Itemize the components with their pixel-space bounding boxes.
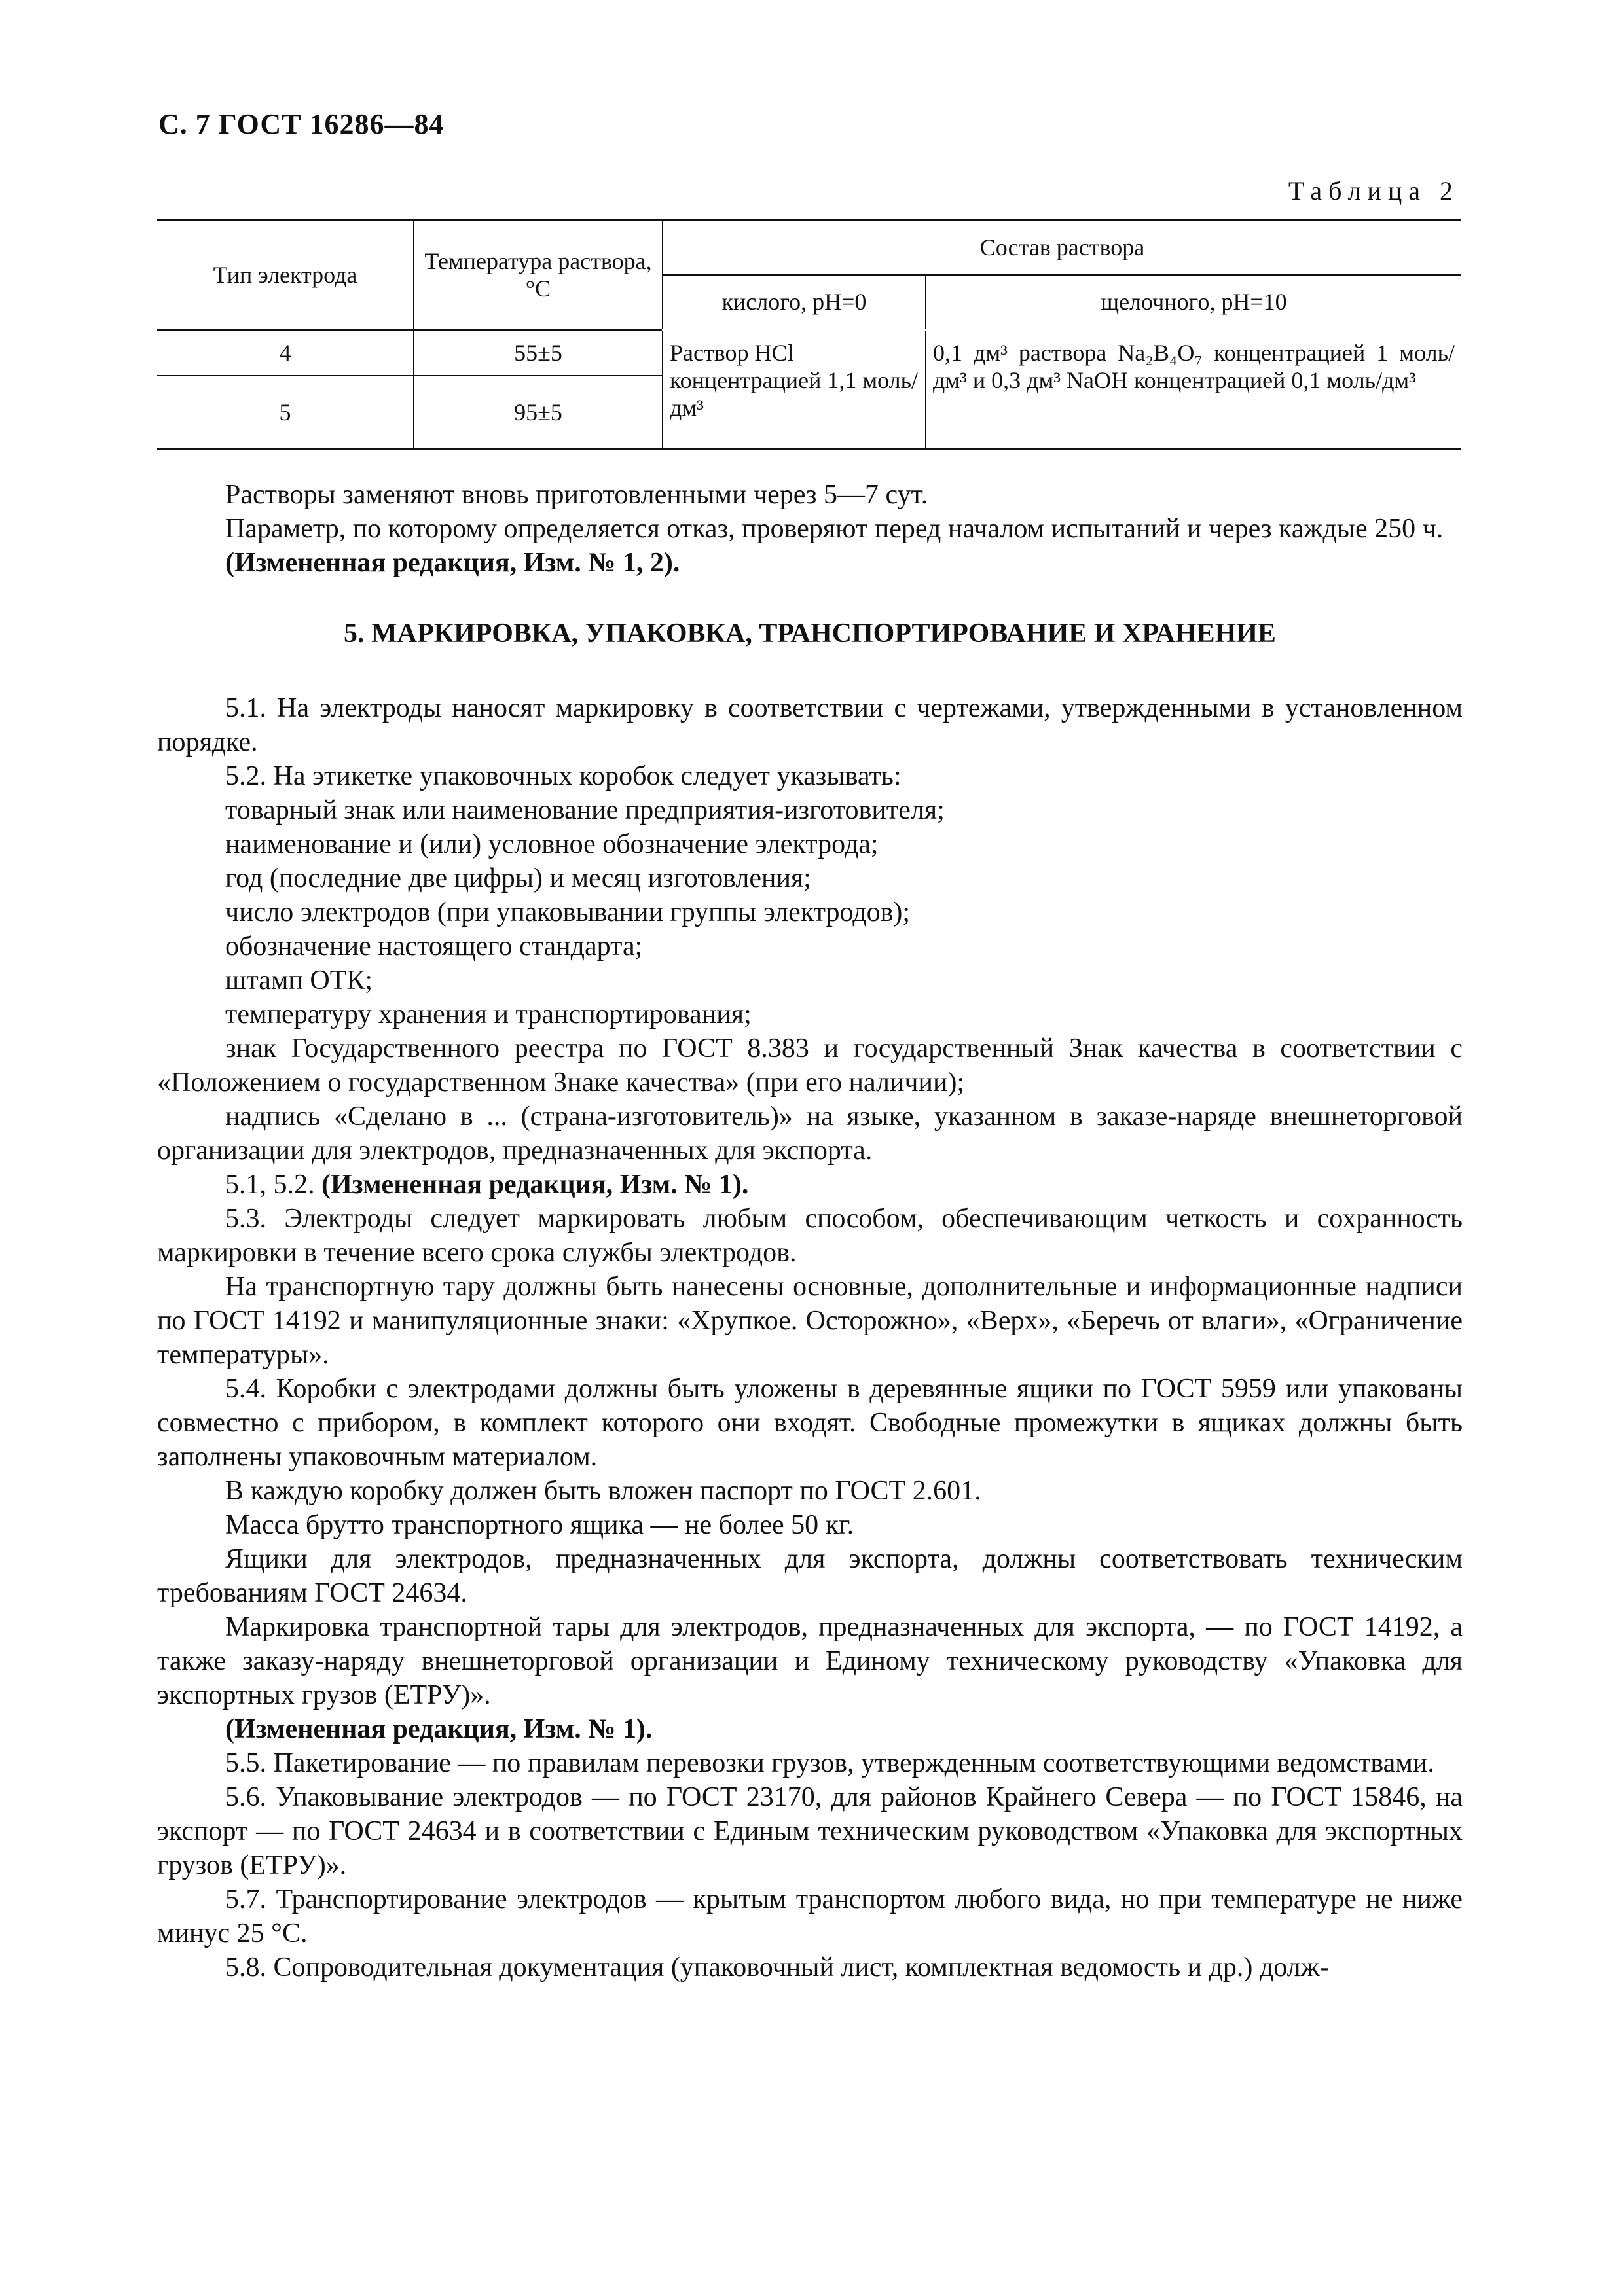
list-item: наименование и (или) условное обозначение электрода; [225, 829, 879, 859]
paragraph: Растворы заменяют вновь приготовленными через 5—7 сут. [225, 480, 928, 510]
list-item: товарный знак или наименование предприятия-изготовителя; [225, 795, 945, 825]
amendment-bold: (Измененная редакция, Изм. № 1). [321, 1170, 749, 1200]
clause-5-3: 5.3. Электроды следует маркировать любым способом, обеспечивающим четкость и сохранность маркировки в течение всего срока службы электродов. [157, 1204, 1463, 1268]
cell-temp: 95±5 [414, 376, 663, 449]
paragraph: На транспортную тару должны быть нанесены основные, дополнительные и информационные надписи по ГОСТ 14192 и манипуляционные знаки: «Хрупкое. Осторожно», «Верх», «Беречь от влаги», «Ограничение температуры». [157, 1272, 1463, 1370]
solution-table [157, 219, 1461, 450]
clause-5-2: 5.2. На этикетке упаковочных коробок следует указывать: [225, 761, 902, 791]
list-item: знак Государственного реестра по ГОСТ 8.383 и государственный Знак качества в соответствии с «Положением о государственном Знаке качества» (при его наличии); [157, 1033, 1463, 1098]
col-header-alkaline: щелочного, pH=10 [926, 275, 1461, 330]
list-item: штамп ОТК; [225, 965, 373, 996]
amendment-note [157, 1168, 1463, 1202]
amendment-note: (Измененная редакция, Изм. № 1, 2). [225, 548, 680, 578]
page-header: С. 7 ГОСТ 16286—84 [158, 108, 445, 140]
clause-5-7: 5.7. Транспортирование электродов — крытым транспортом любого вида, но при температуре не ниже минус 25 °С. [157, 1884, 1463, 1948]
clause-5-8: 5.8. Сопроводительная документация (упаковочный лист, комплектная ведомость и др.) долж- [225, 1952, 1329, 1982]
amendment-prefix: 5.1, 5.2. [225, 1170, 315, 1200]
col-header-type: Тип электрода [157, 220, 414, 330]
list-item: год (последние две цифры) и месяц изготовления; [225, 863, 811, 893]
list-item: температуру хранения и транспортирования; [225, 999, 752, 1030]
clause-5-1: 5.1. На электроды наносят маркировку в соответствии с чертежами, утвержденными в установленном порядке. [157, 693, 1463, 757]
amendment-note: (Измененная редакция, Изм. № 1). [225, 1714, 653, 1744]
document-body [157, 478, 1463, 1984]
cell-type: 4 [157, 330, 414, 376]
clause-5-6: 5.6. Упаковывание электродов — по ГОСТ 23170, для районов Крайнего Севера — по ГОСТ 15846, на экспорт — по ГОСТ 24634 и в соответствии с Единым техническим руководством «Упаковка для экспортных грузов (ЕТРУ)». [157, 1782, 1463, 1880]
clause-5-5: 5.5. Пакетирование — по правилам перевозки грузов, утвержденным соответствующими ведомствами. [225, 1748, 1434, 1778]
table-caption: Таблица 2 [1288, 176, 1459, 206]
section-title: 5. МАРКИРОВКА, УПАКОВКА, ТРАНСПОРТИРОВАНИЕ И ХРАНЕНИЕ [344, 619, 1276, 649]
table-row [157, 330, 1461, 376]
list-item: надпись «Сделано в ... (страна-изготовитель)» на языке, указанном в заказе-наряде внешнеторговой организации для электродов, предназначенных для экспорта. [157, 1102, 1463, 1166]
paragraph: В каждую коробку должен быть вложен паспорт по ГОСТ 2.601. [225, 1476, 981, 1506]
col-header-composition: Состав раствора [663, 220, 1461, 275]
col-header-temp: Температура раствора, °С [414, 220, 663, 330]
cell-acid-solution: Раствор HCl концентрацией 1,1 моль/дм³ [663, 330, 926, 449]
list-item: обозначение настоящего стандарта; [225, 931, 643, 961]
paragraph: Маркировка транспортной тары для электродов, предназначенных для экспорта, — по ГОСТ 14192, а также заказу-наряду внешнеторговой организации и Единому техническому руководству «Упаковка для экспортных грузов (ЕТРУ)». [157, 1612, 1463, 1710]
paragraph: Ящики для электродов, предназначенных для экспорта, должны соответствовать техническим требованиям ГОСТ 24634. [157, 1544, 1463, 1608]
cell-temp: 55±5 [414, 330, 663, 376]
clause-5-4: 5.4. Коробки с электродами должны быть уложены в деревянные ящики по ГОСТ 5959 или упакованы совместно с прибором, в комплект которого они входят. Свободные промежутки в ящиках должны быть заполнены упаковочным материалом. [157, 1374, 1463, 1472]
paragraph: Масса брутто транспортного ящика — не более 50 кг. [225, 1510, 854, 1540]
cell-type: 5 [157, 376, 414, 449]
col-header-acid: кислого, pH=0 [663, 275, 926, 330]
cell-alkaline-solution: 0,1 дм³ раствора Na₂B₄O₇ концентрацией 1 моль/дм³ и 0,3 дм³ NaOH концентрацией 0,1 моль/дм³ [926, 330, 1461, 449]
paragraph: Параметр, по которому определяется отказ, проверяют перед началом испытаний и через каждые 250 ч. [225, 514, 1444, 544]
list-item: число электродов (при упаковывании группы электродов); [225, 897, 911, 927]
